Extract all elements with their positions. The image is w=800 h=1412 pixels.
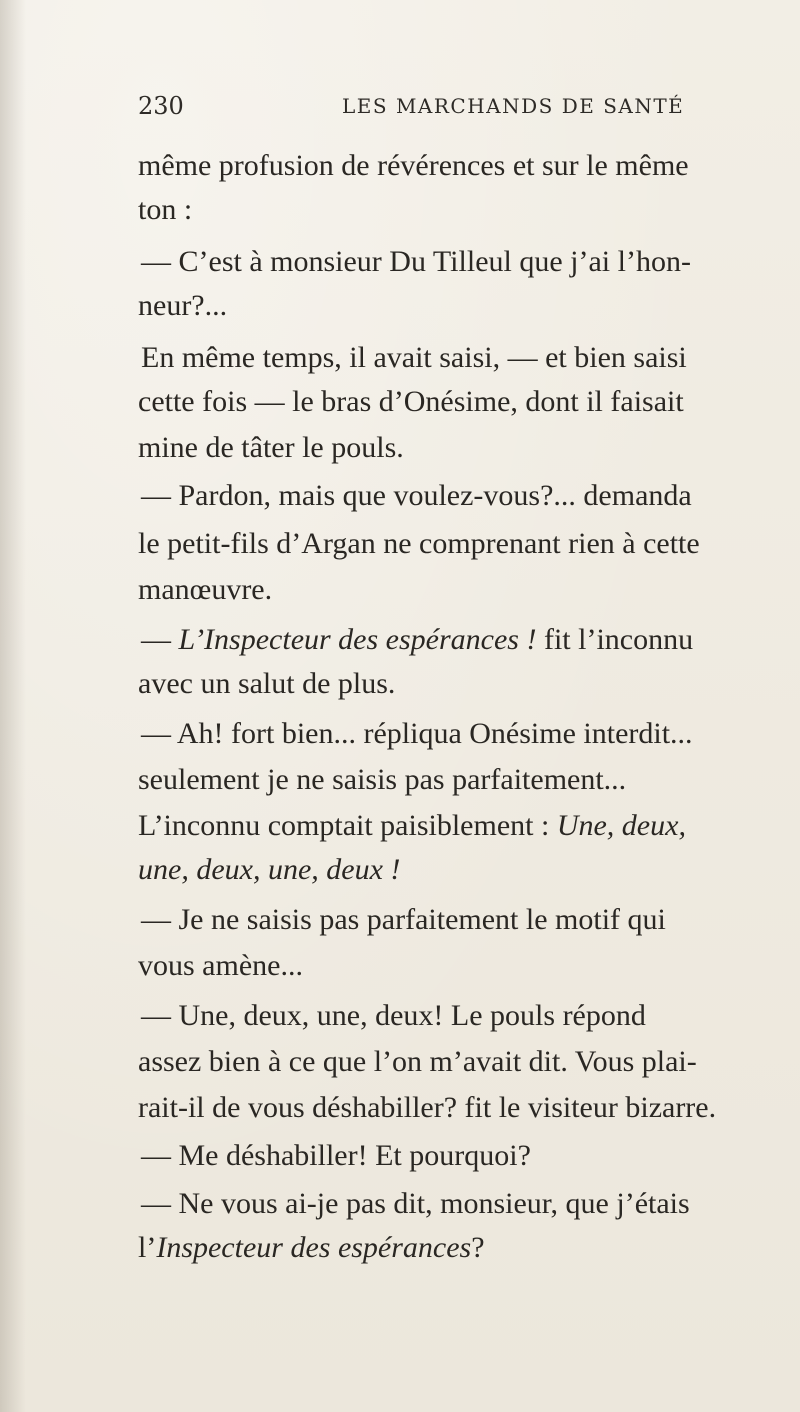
text-run: fit l’inconnu: [536, 623, 694, 656]
running-title: LES MARCHANDS DE SANTÉ: [342, 94, 685, 118]
text-line: avec un salut de plus.: [138, 667, 396, 700]
text-line: cette fois — le bras d’Onésime, dont il faisait: [138, 385, 684, 418]
text-line: le petit-fils d’Argan ne comprenant rien à cette: [138, 527, 700, 560]
italic-title: Inspecteur des espérances: [156, 1231, 472, 1264]
text-line: ton :: [138, 193, 193, 226]
italic-count: Une, deux,: [556, 809, 686, 842]
text-line: rait-il de vous déshabiller? fit le visiteur bizarre.: [138, 1091, 717, 1124]
text-line: assez bien à ce que l’on m’avait dit. Vous plai-: [138, 1045, 697, 1078]
text-line: manœuvre.: [138, 573, 273, 606]
text-run: ?: [471, 1231, 485, 1264]
page-number: 230: [138, 92, 184, 120]
text-line: — Pardon, mais que voulez-vous?... demanda: [141, 479, 692, 512]
text-run: l’: [138, 1231, 157, 1264]
text-line: — Me déshabiller! Et pourquoi?: [141, 1139, 531, 1172]
text-line: mine de tâter le pouls.: [138, 431, 404, 464]
text-line: neur?...: [138, 289, 228, 322]
text-line: — Ne vous ai-je pas dit, monsieur, que j’étais: [141, 1187, 690, 1220]
text-run: L’inconnu comptait paisiblement :: [138, 809, 557, 842]
text-line: En même temps, il avait saisi, — et bien saisi: [141, 341, 687, 374]
italic-count: une, deux, une, deux !: [138, 853, 401, 886]
text-line: — Je ne saisis pas parfaitement le motif qui: [141, 903, 666, 936]
text-line: même profusion de révérences et sur le même: [138, 149, 689, 182]
text-line: — C’est à monsieur Du Tilleul que j’ai l’hon-: [141, 245, 691, 278]
text-line: [138, 844, 400, 896]
page-gutter-shadow: [0, 0, 26, 1412]
text-line: seulement je ne saisis pas parfaitement...: [138, 763, 627, 796]
text-line: — Une, deux, une, deux! Le pouls répond: [141, 999, 646, 1032]
text-line: [138, 1222, 485, 1274]
page-header: [138, 92, 798, 132]
text-line: vous amène...: [138, 949, 303, 982]
text-line: — Ah! fort bien... répliqua Onésime interdit...: [141, 717, 693, 750]
text-run: —: [141, 623, 179, 656]
italic-title: L’Inspecteur des espérances !: [178, 623, 537, 656]
